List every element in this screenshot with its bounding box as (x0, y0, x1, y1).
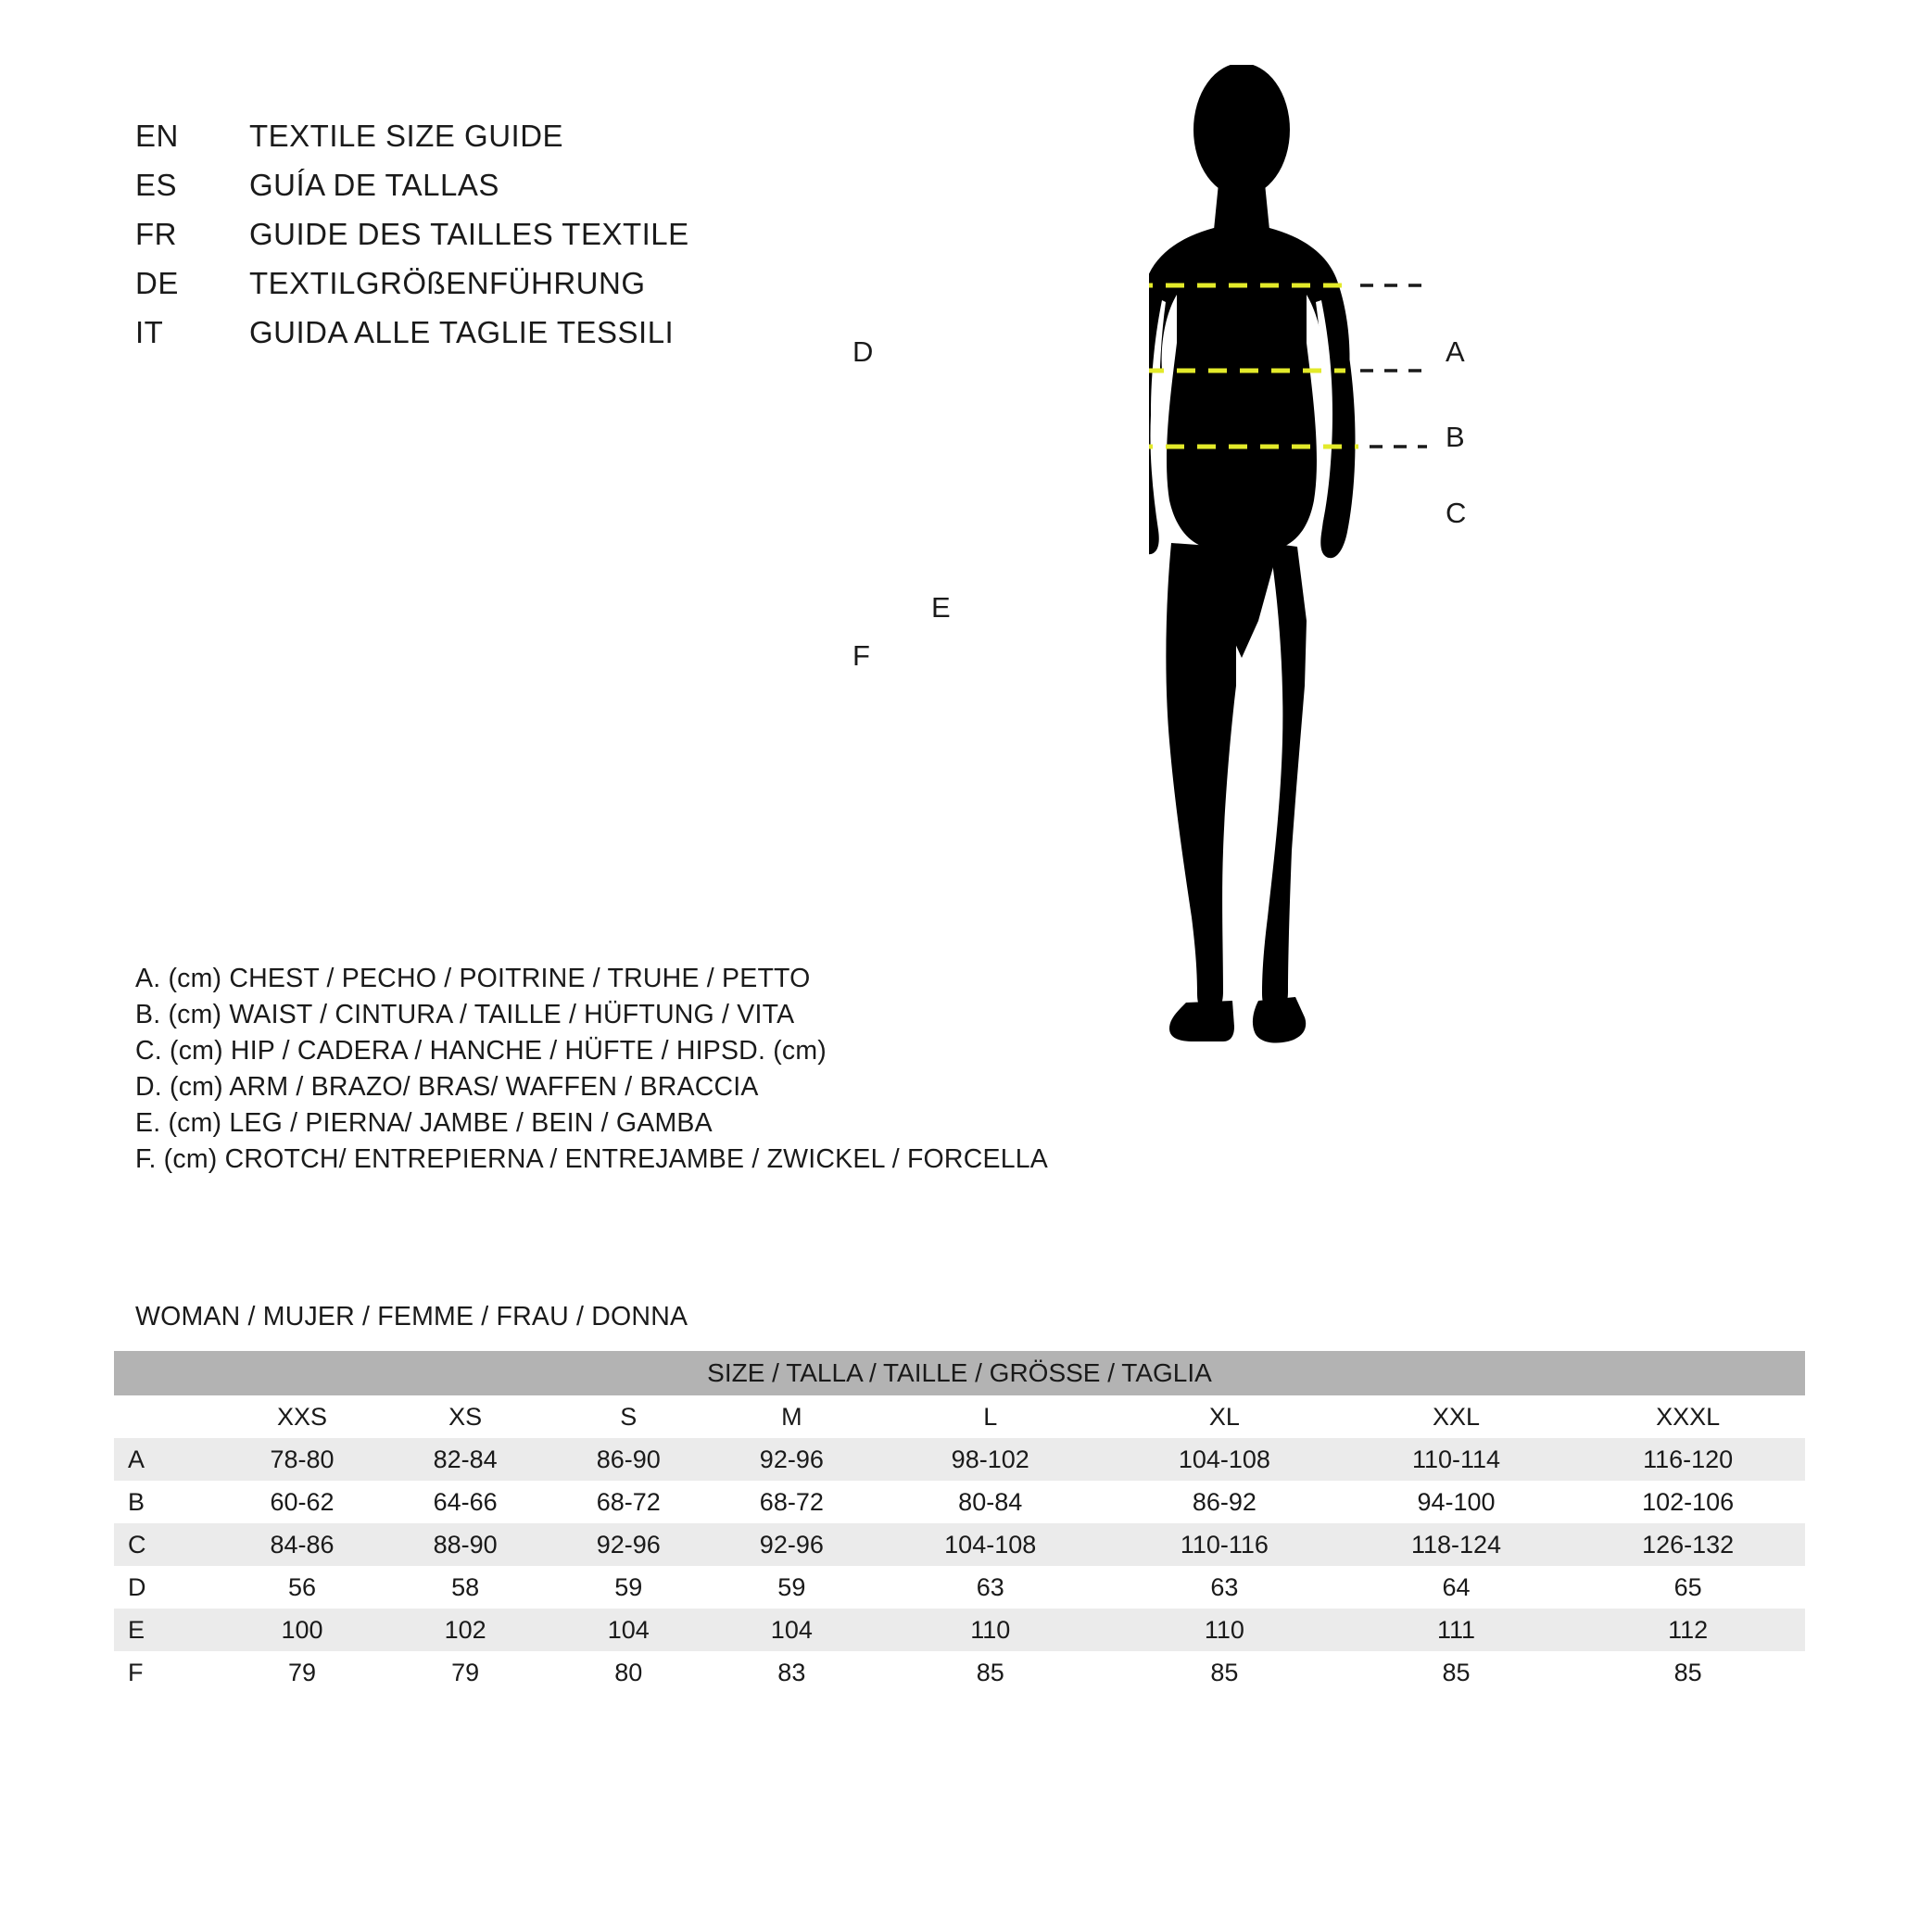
table-cell: 68-72 (547, 1481, 710, 1523)
language-code: DE (135, 266, 179, 300)
table-cell: 110 (1107, 1609, 1342, 1651)
language-code: FR (135, 217, 177, 251)
language-row (135, 315, 969, 364)
table-cell: 104-108 (873, 1523, 1107, 1566)
table-cell: 56 (221, 1566, 384, 1609)
table-cell: 110-114 (1342, 1438, 1572, 1481)
table-cell: 118-124 (1342, 1523, 1572, 1566)
bracket-label-f: F (852, 639, 870, 672)
row-label: C (114, 1523, 221, 1566)
table-cell: 104 (547, 1609, 710, 1651)
row-label: A (114, 1438, 221, 1481)
table-cell: 85 (1571, 1651, 1805, 1694)
table-cell: 84-86 (221, 1523, 384, 1566)
language-title: GUIDA ALLE TAGLIE TESSILI (249, 315, 675, 349)
table-cell: 63 (873, 1566, 1107, 1609)
legend-item: E. (cm) LEG / PIERNA/ JAMBE / BEIN / GAMBA (135, 1108, 713, 1138)
table-cell: 102-106 (1571, 1481, 1805, 1523)
row-label: B (114, 1481, 221, 1523)
table-cell: 92-96 (710, 1438, 873, 1481)
table-cell: 85 (1342, 1651, 1572, 1694)
language-code: EN (135, 119, 179, 153)
table-cell: 111 (1342, 1609, 1572, 1651)
row-label: F (114, 1651, 221, 1694)
table-cell: 78-80 (221, 1438, 384, 1481)
table-cell: 60-62 (221, 1481, 384, 1523)
table-header-row (114, 1395, 1805, 1438)
table-cell: 126-132 (1571, 1523, 1805, 1566)
language-row (135, 119, 969, 168)
callout-label-c: C (1446, 497, 1467, 529)
legend-item: F. (cm) CROTCH/ ENTREPIERNA / ENTREJAMBE / ZWICKEL / FORCELLA (135, 1144, 1048, 1174)
legend-item: C. (cm) HIP / CADERA / HANCHE / HÜFTE / HIPSD. (cm) (135, 1036, 827, 1066)
bracket-label-d: D (852, 335, 874, 368)
table-title-row (114, 1351, 1805, 1395)
table-cell: 65 (1571, 1566, 1805, 1609)
table-row (114, 1566, 1805, 1609)
table-cell: 104 (710, 1609, 873, 1651)
language-title: TEXTILE SIZE GUIDE (249, 119, 564, 153)
column-header: XXS (277, 1402, 328, 1431)
table-cell: 64 (1342, 1566, 1572, 1609)
table-cell: 59 (547, 1566, 710, 1609)
size-table (114, 1351, 1805, 1694)
callout-label-b: B (1446, 421, 1465, 453)
table-cell: 110-116 (1107, 1523, 1342, 1566)
woman-silhouette (1149, 65, 1356, 1043)
column-header: XXL (1432, 1402, 1481, 1431)
table-cell: 116-120 (1571, 1438, 1805, 1481)
table-title: SIZE / TALLA / TAILLE / GRÖSSE / TAGLIA (114, 1351, 1805, 1395)
table-cell: 92-96 (547, 1523, 710, 1566)
table-cell: 88-90 (384, 1523, 547, 1566)
table-cell: 100 (221, 1609, 384, 1651)
language-row (135, 168, 969, 217)
legend (135, 964, 1294, 1180)
column-header: XS (448, 1402, 483, 1431)
language-title: GUIDE DES TAILLES TEXTILE (249, 217, 689, 251)
table-cell: 102 (384, 1609, 547, 1651)
table-cell: 110 (873, 1609, 1107, 1651)
row-label: D (114, 1566, 221, 1609)
table-row (114, 1481, 1805, 1523)
legend-item: B. (cm) WAIST / CINTURA / TAILLE / HÜFTUNG / VITA (135, 1000, 795, 1029)
table-cell: 58 (384, 1566, 547, 1609)
legend-item: D. (cm) ARM / BRAZO/ BRAS/ WAFFEN / BRACCIA (135, 1072, 759, 1102)
table-row (114, 1523, 1805, 1566)
table-cell: 92-96 (710, 1523, 873, 1566)
language-row (135, 266, 969, 315)
table-cell: 59 (710, 1566, 873, 1609)
table-row (114, 1609, 1805, 1651)
column-header: S (620, 1402, 638, 1431)
language-title: TEXTILGRÖßENFÜHRUNG (249, 266, 646, 300)
group-caption: WOMAN / MUJER / FEMME / FRAU / DONNA (135, 1302, 688, 1332)
callout-label-a: A (1446, 335, 1465, 368)
language-code: ES (135, 168, 178, 202)
column-header: L (983, 1402, 998, 1431)
table-cell: 112 (1571, 1609, 1805, 1651)
language-row (135, 217, 969, 266)
language-title: GUÍA DE TALLAS (249, 168, 499, 202)
table-corner (114, 1395, 221, 1438)
language-title-block (135, 119, 969, 364)
table-cell: 68-72 (710, 1481, 873, 1523)
legend-item: A. (cm) CHEST / PECHO / POITRINE / TRUHE / PETTO (135, 964, 811, 993)
table-row (114, 1438, 1805, 1481)
table-cell: 86-92 (1107, 1481, 1342, 1523)
language-code: IT (135, 315, 164, 349)
column-header: M (781, 1402, 802, 1431)
table-cell: 86-90 (547, 1438, 710, 1481)
row-label: E (114, 1609, 221, 1651)
table-cell: 98-102 (873, 1438, 1107, 1481)
table-cell: 79 (384, 1651, 547, 1694)
table-cell: 80-84 (873, 1481, 1107, 1523)
table-cell: 82-84 (384, 1438, 547, 1481)
table-cell: 85 (873, 1651, 1107, 1694)
table-cell: 79 (221, 1651, 384, 1694)
table-cell: 85 (1107, 1651, 1342, 1694)
table-cell: 64-66 (384, 1481, 547, 1523)
bracket-label-e: E (931, 591, 951, 624)
column-header: XL (1208, 1402, 1240, 1431)
column-header: XXXL (1656, 1402, 1721, 1431)
table-cell: 63 (1107, 1566, 1342, 1609)
table-cell: 104-108 (1107, 1438, 1342, 1481)
callout-leaders (1360, 285, 1427, 447)
table-cell: 83 (710, 1651, 873, 1694)
table-row (114, 1651, 1805, 1694)
table-cell: 80 (547, 1651, 710, 1694)
table-cell: 94-100 (1342, 1481, 1572, 1523)
